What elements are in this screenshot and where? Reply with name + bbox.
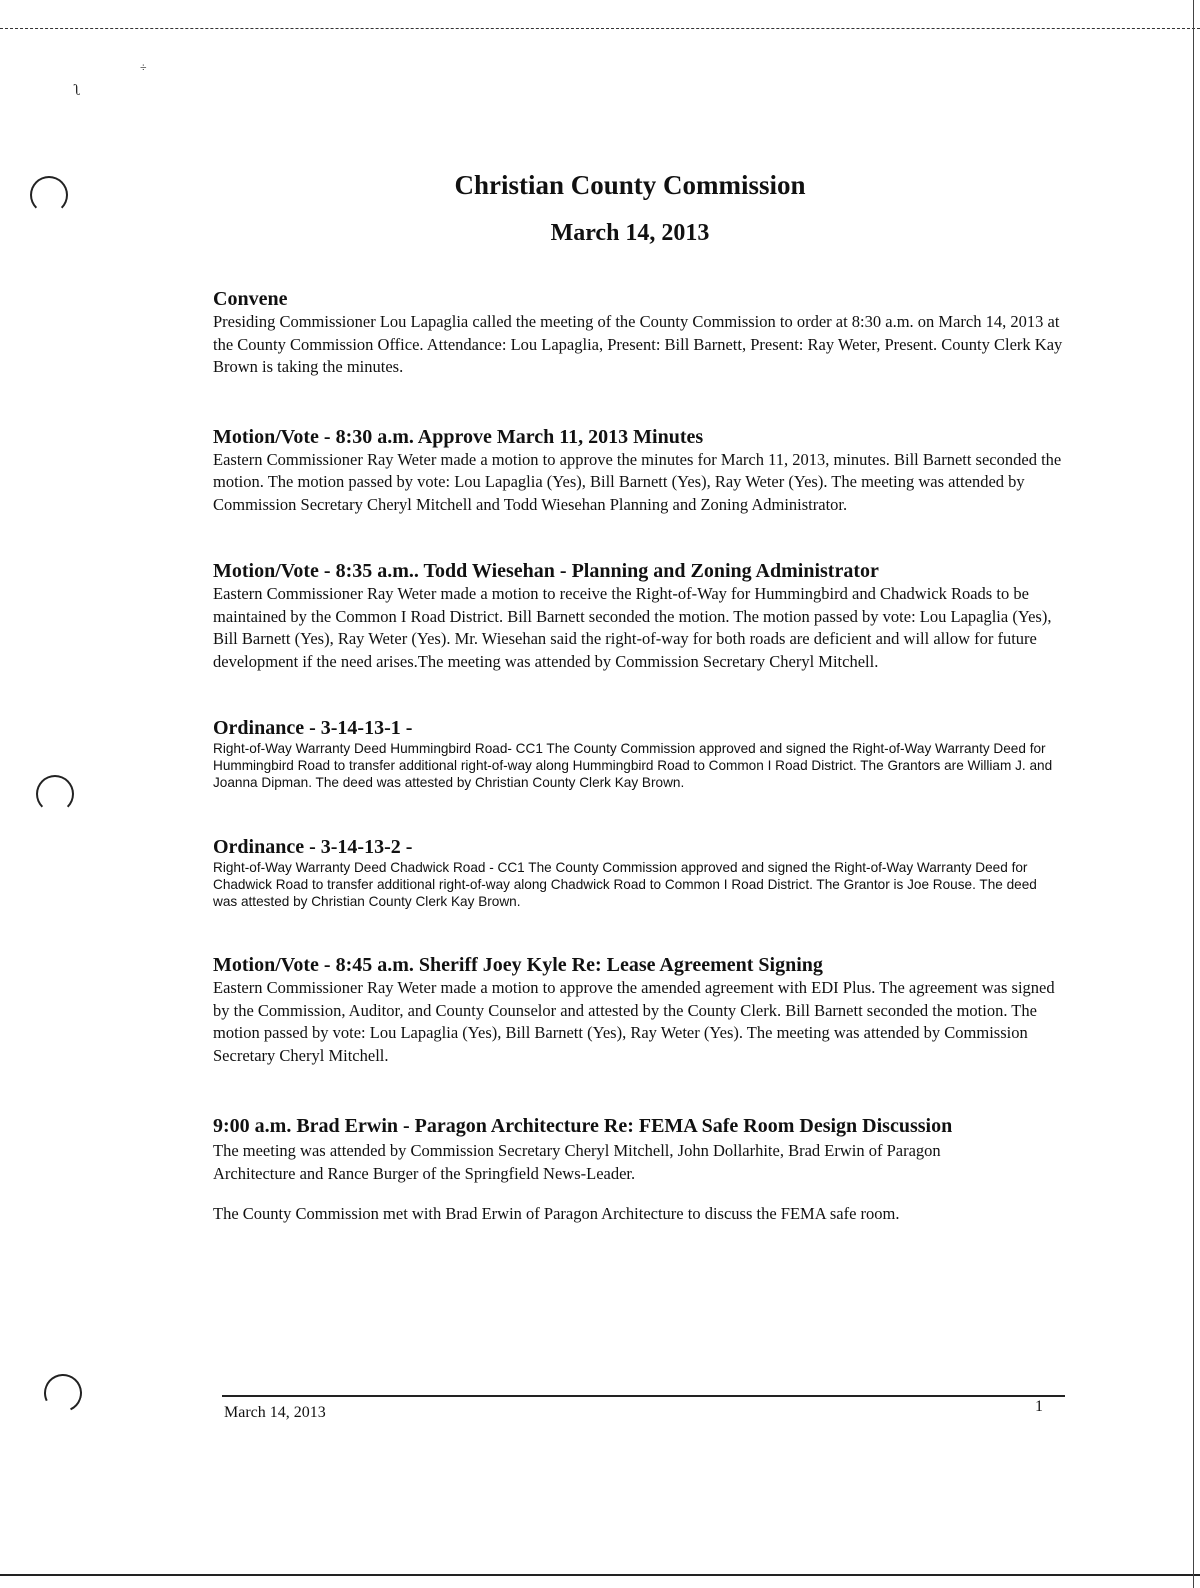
section-heading: Motion/Vote - 8:35 a.m.. Todd Wiesehan - Planning and Zoning Administrator [213,560,879,582]
scan-speck: ʅ [74,82,81,99]
scan-edge-top [0,28,1200,29]
scan-edge-bottom [0,1574,1200,1576]
section-ordinance-2 [213,836,1063,910]
scan-speck: ÷ [140,60,147,74]
section-right-of-way-motion [213,560,1063,673]
section-convene [213,288,1063,379]
section-lease-agreement [213,954,1063,1067]
section-heading: Convene [213,288,288,310]
footer-divider [222,1395,1065,1397]
section-paragraph: The County Commission met with Brad Erwin of Paragon Architecture to discuss the FEMA safe room. [213,1204,900,1223]
section-heading: Motion/Vote - 8:45 a.m. Sheriff Joey Kyle Re: Lease Agreement Signing [213,954,823,976]
minutes-body [213,288,1063,1226]
punch-hole-icon [39,1369,88,1418]
section-fema-safe-room [213,1112,1003,1226]
section-heading: Ordinance - 3-14-13-2 - [213,836,413,858]
section-paragraph: Eastern Commissioner Ray Weter made a motion to approve the minutes for March 11, 2013, minutes. Bill Barnett seconded the motion. The motion passed by vote: Lou Lapaglia (Yes), Bill Barnett (Yes), Ray Weter (Yes). The meeting was attended by Commission Secretary Cheryl Mitchell and Todd Wiesehan Planning and Zoning Administrator. [213,449,1062,514]
section-heading: 9:00 a.m. Brad Erwin - Paragon Architecture Re: FEMA Safe Room Design Discussion [213,1115,953,1137]
section-heading: Ordinance - 3-14-13-1 - [213,717,413,739]
document-title: Christian County Commission [454,170,806,200]
page-number: 1 [1035,1398,1043,1415]
section-ordinance-1 [213,717,1063,791]
section-paragraph: Right-of-Way Warranty Deed Chadwick Road - CC1 The County Commission approved and signed the Right-of-Way Warranty Deed for Chadwick Road to transfer additional right-of-way along Chadwick Road to Common I Road District. The Grantor is Joe Rouse. The deed was attested by Christian County Clerk Kay Brown. [213,860,1037,909]
footer-date: March 14, 2013 [224,1404,326,1421]
section-paragraph: The meeting was attended by Commission Secretary Cheryl Mitchell, John Dollarhite, Brad Erwin of Paragon Architecture and Rance Burger of the Springfield News-Leader. [213,1141,941,1183]
section-heading: Motion/Vote - 8:30 a.m. Approve March 11, 2013 Minutes [213,425,704,448]
section-approve-minutes [213,426,1063,517]
punch-hole-icon [36,775,74,813]
document-date: March 14, 2013 [550,220,710,246]
section-paragraph: Eastern Commissioner Ray Weter made a motion to approve the amended agreement with EDI Plus. The agreement was signed by the Commission, Auditor, and County Counselor and attested by the County Clerk. Bill Barnett seconded the motion. The motion passed by vote: Lou Lapaglia (Yes), Bill Barnett (Yes), Ray Weter (Yes). The meeting was attended by Commission Secretary Cheryl Mitchell. [213,978,1055,1065]
section-paragraph: Right-of-Way Warranty Deed Hummingbird Road- CC1 The County Commission approved and signed the Right-of-Way Warranty Deed for Hummingbird Road to transfer additional right-of-way along Hummingbird Road to Common I Road District. The Grantors are William J. and Joanna Dipman. The deed was attested by Christian County Clerk Kay Brown. [213,741,1053,790]
section-paragraph: Presiding Commissioner Lou Lapaglia called the meeting of the County Commission to order at 8:30 a.m. on March 14, 2013 at the County Commission Office. Attendance: Lou Lapaglia, Present: Bill Barnett, Present: Ray Weter, Present. County Clerk Kay Brown is taking the minutes. [213,312,1063,376]
section-paragraph: Eastern Commissioner Ray Weter made a motion to receive the Right-of-Way for Hummingbird and Chadwick Roads to be maintained by the Common I Road District. Bill Barnett seconded the motion. The motion passed by vote: Lou Lapaglia (Yes), Bill Barnett (Yes), Ray Weter (Yes). Mr. Wiesehan said the right-of-way for both roads are deficient and will allow for future development if the need arises.The meeting was attended by Commission Secretary Cheryl Mitchell. [213,584,1052,671]
